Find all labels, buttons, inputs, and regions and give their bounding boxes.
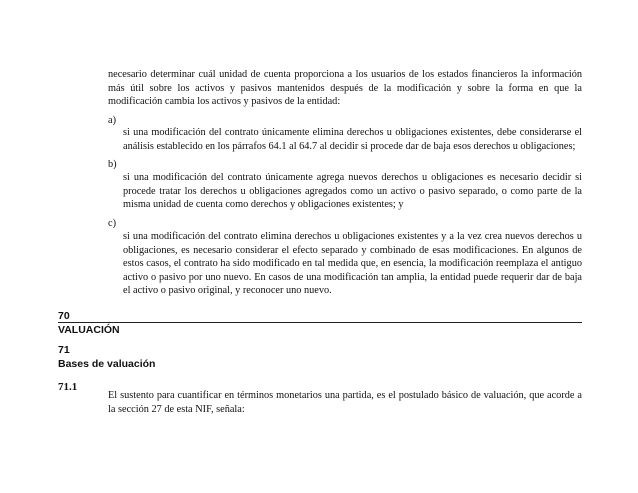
subsection-title: Bases de valuación — [58, 358, 156, 370]
paragraph-71-1-text: El sustento para cuantificar en términos monetarios una partida, es el postulado básico de valuación, que acorde a la sección 27 de esta NIF, señala: — [108, 390, 582, 415]
item-b-text: si una modificación del contrato únicamente agrega nuevos derechos u obligaciones es necesario decidir si procede tratar los derechos u obligaciones agregados como un activo o pasivo separado, o como parte de la misma unidad de cuenta como derechos y obligaciones existentes; y — [123, 172, 582, 211]
subsection-number: 71 — [58, 344, 70, 356]
section-divider — [58, 322, 582, 323]
intro-paragraph: necesario determinar cuál unidad de cuenta proporciona a los usuarios de los estados financieros la información más útil sobre los activos y pasivos mantenidos después de la modificación y sobre la forma en que la modificación cambia los activos y pasivos de la entidad: — [108, 69, 582, 108]
item-b-letter: b) — [108, 159, 117, 170]
item-a-letter: a) — [108, 115, 116, 126]
section-title: VALUACIÓN — [58, 324, 120, 336]
paragraph-71-1-number: 71.1 — [58, 381, 78, 393]
section-number: 70 — [58, 310, 70, 322]
item-c-letter: c) — [108, 218, 116, 229]
item-a-text: si una modificación del contrato únicamente elimina derechos u obligaciones existentes, debe considerarse el análisis establecido en los párrafos 64.1 al 64.7 al decidir si procede dar de baja esos derechos u obligaciones; — [123, 127, 582, 152]
item-c-text: si una modificación del contrato elimina derechos u obligaciones existentes y a la vez crea nuevos derechos u obligaciones, es necesario considerar el efecto separado y combinado de esas modificaciones. En algunos de estos casos, el contrato ha sido modificado en tal medida que, en esencia, la modificación reemplaza el antiguo activo o pasivo por uno nuevo. En casos de una modificación tan amplia, la entidad puede requerir dar de baja el activo o pasivo original, y reconocer uno nuevo. — [123, 231, 582, 297]
